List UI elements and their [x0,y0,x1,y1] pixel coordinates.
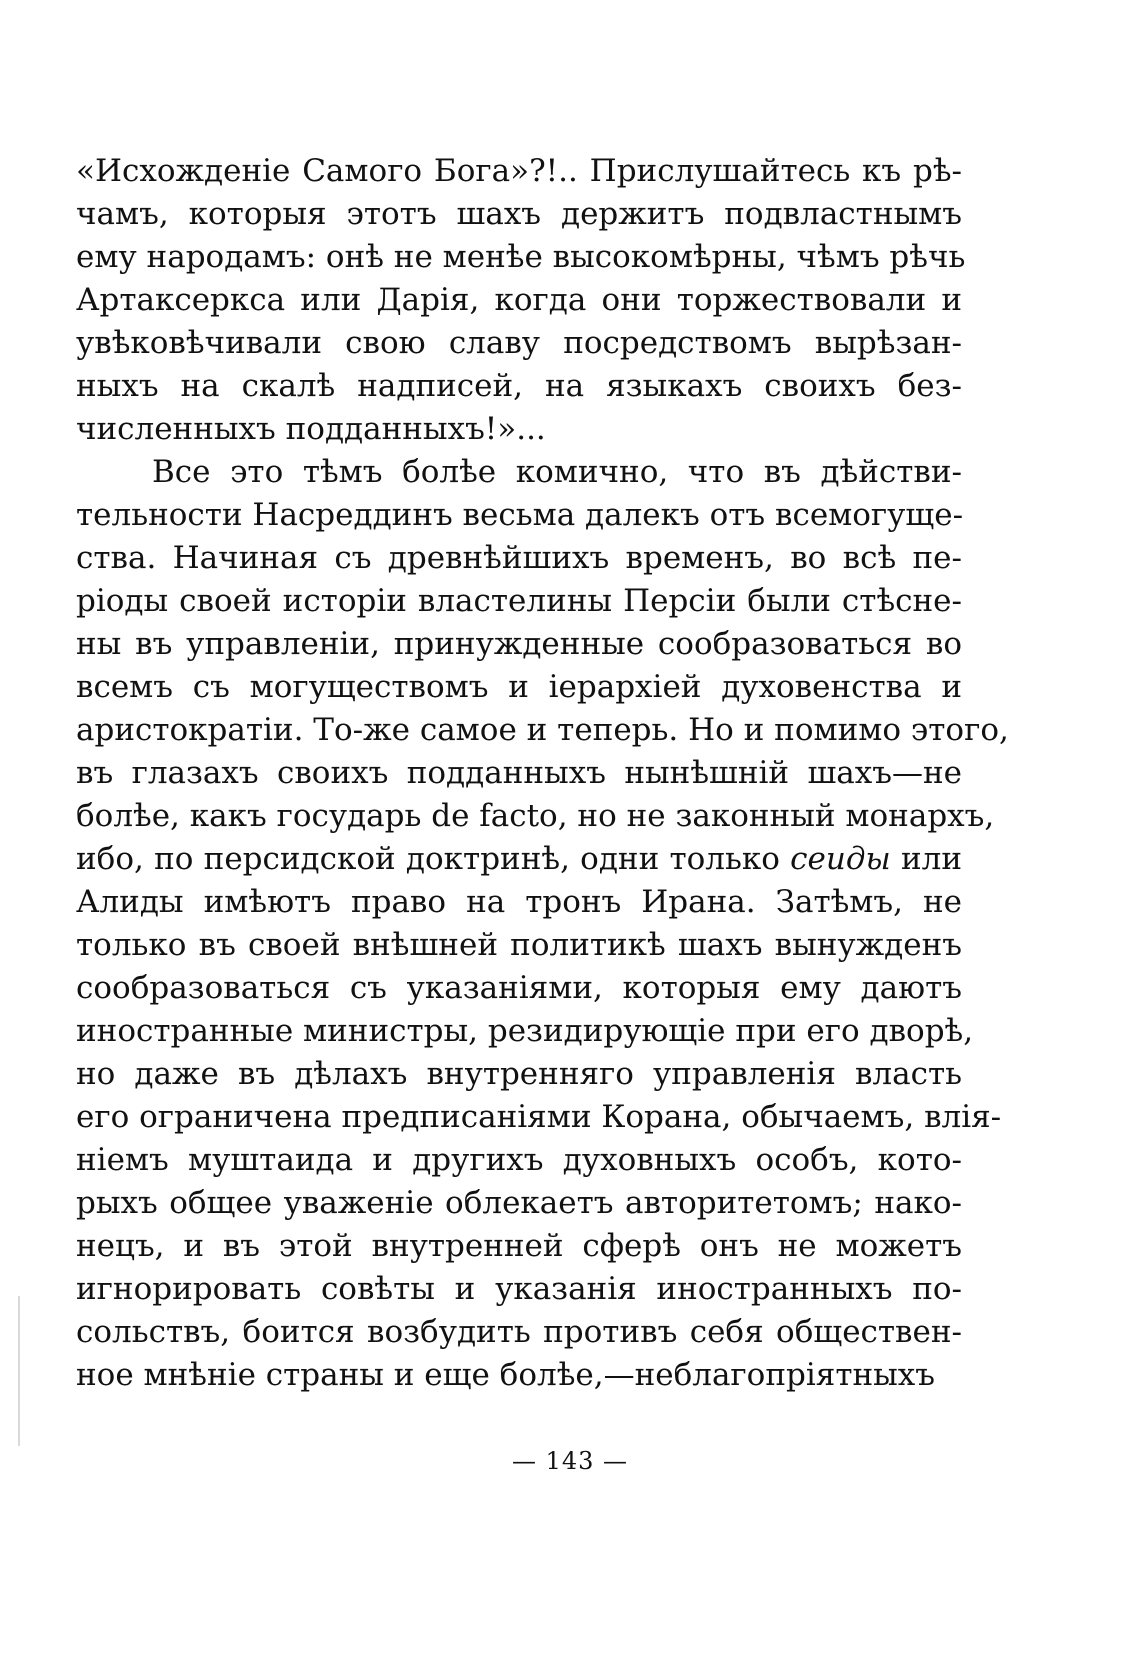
scan-edge-mark [18,1296,20,1446]
text-line: ніемъ муштаида и другихъ духовныхъ особъ, кото- [76,1142,962,1178]
paragraph-2 [76,451,1009,1397]
text-line: только въ своей внѣшней политикѣ шахъ вынужденъ [76,927,962,963]
text-line: ны въ управленіи, принужденные сообразоваться во [76,626,962,662]
italic-term: сеиды [790,841,891,877]
text-line: тельности Насреддинъ весьма далекъ отъ всемогуще- [76,497,964,533]
text-line: ріоды своей исторіи властелины Персіи были стѣсне- [76,583,962,619]
text-line: рыхъ общее уваженіе облекаетъ авторитетомъ; нако- [76,1185,962,1221]
body-text [76,150,1009,1397]
text-segment: или [890,841,962,877]
text-line: его ограничена предписаніями Корана, обычаемъ, влія- [76,1099,1002,1135]
text-line: нецъ, и въ этой внутренней сферѣ онъ не можетъ [76,1228,962,1264]
text-line: ное мнѣніе страны и еще болѣе,—неблагопріятныхъ [76,1357,936,1393]
text-line: «Исхожденіе Самого Бога»?!.. Прислушайтесь къ рѣ- [76,153,962,189]
text-line: игнорировать совѣты и указанія иностранныхъ по- [76,1271,962,1307]
text-line: сольствъ, боится возбудить противъ себя обществен- [76,1314,962,1350]
text-line: всемъ съ могуществомъ и іерархіей духовенства и [76,669,962,705]
text-line: иностранные министры, резидирующіе при его дворѣ, [76,1013,974,1049]
text-line: болѣе, какъ государь de facto, но не законный монархъ, [76,798,995,834]
text-line: численныхъ подданныхъ!»... [76,411,546,447]
text-line: сообразоваться съ указаніями, которыя ему даютъ [76,970,962,1006]
text-line: Артаксеркса или Дарія, когда они торжествовали и [76,282,962,318]
text-line: чамъ, которыя этотъ шахъ держитъ подвластнымъ [76,196,962,232]
text-line: увѣковѣчивали свою славу посредствомъ вырѣзан- [76,325,962,361]
text-line: Алиды имѣютъ право на тронъ Ирана. Затѣмъ, не [76,884,962,920]
text-line: но даже въ дѣлахъ внутренняго управленія власть [76,1056,962,1092]
text-line: ства. Начиная съ древнѣйшихъ временъ, во всѣ пе- [76,540,962,576]
text-line: аристократіи. То-же самое и теперь. Но и помимо этого, [76,712,1009,748]
paragraph-1 [76,150,966,451]
text-line: ныхъ на скалѣ надписей, на языкахъ своихъ без- [76,368,962,404]
text-segment: ибо, по персидской доктринѣ, одни только [76,841,791,877]
page-number: — 143 — [511,1447,629,1475]
text-line: въ глазахъ своихъ подданныхъ нынѣшній шахъ—не [76,755,962,791]
text-line-with-italic [76,838,962,881]
text-line: ему народамъ: онѣ не менѣе высокомѣрны, чѣмъ рѣчь [76,239,966,275]
text-line: Все это тѣмъ болѣе комично, что въ дѣйстви- [152,454,962,490]
